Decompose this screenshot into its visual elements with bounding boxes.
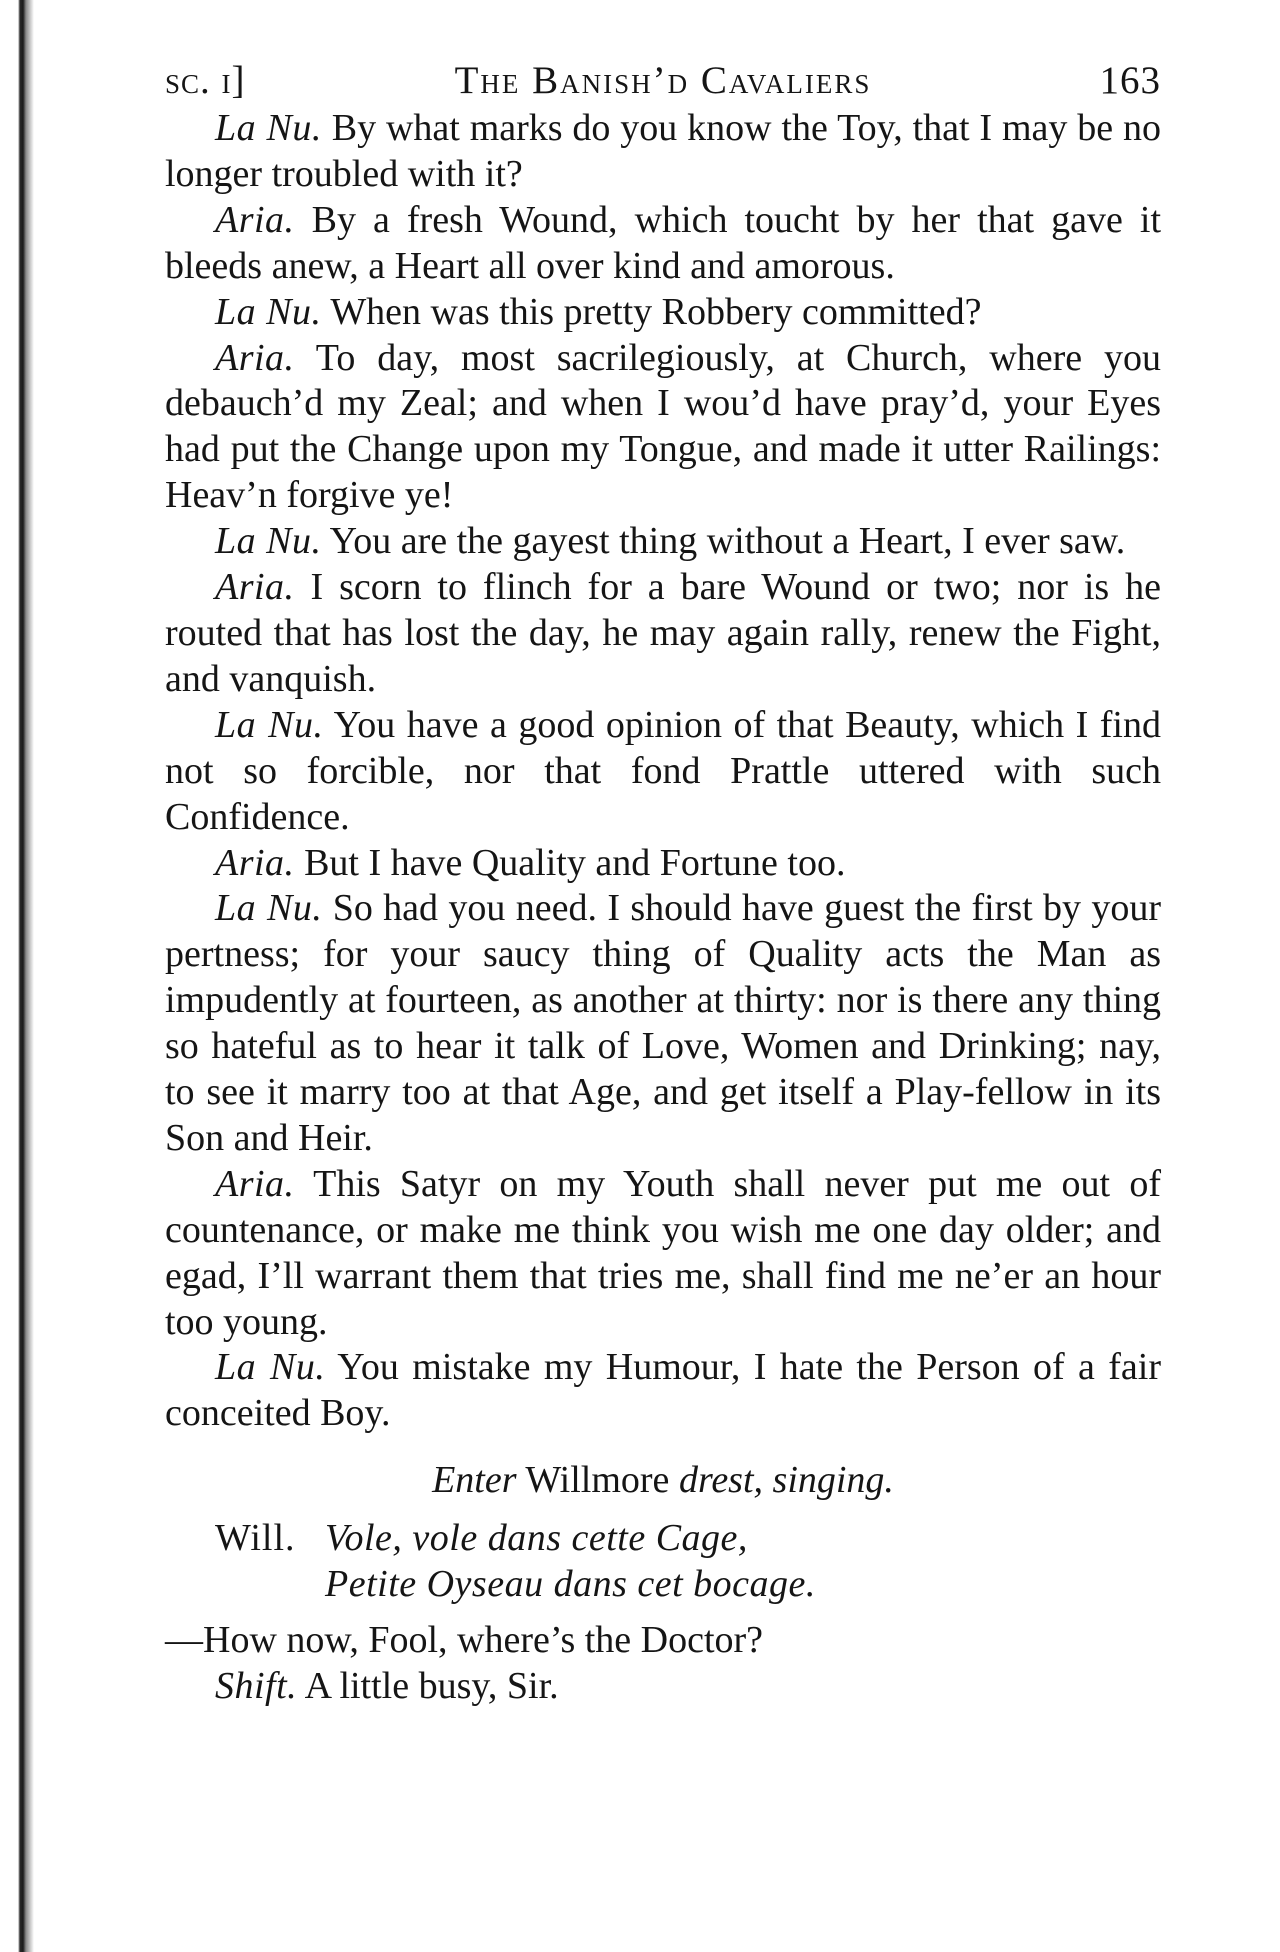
speaker-name: La Nu. [215, 1346, 326, 1389]
speech-text: A little busy, Sir. [304, 1665, 559, 1708]
stage-action: drest, singing. [678, 1459, 894, 1502]
speaker-name: La Nu. [215, 887, 323, 930]
speech [165, 886, 1161, 1161]
speech-text: By a fresh Wound, which toucht by her that gave it bleeds anew, a Heart all over kind and amorous. [165, 198, 1162, 287]
speaker-name: Shift. [215, 1665, 298, 1708]
speech-text: This Satyr on my Youth shall never put me out of countenance, or make me think you wish me one day older; and egad, I’ll warrant them that tries me, shall find me ne’er an hour too young. [165, 1162, 1161, 1343]
song-block [165, 1515, 1161, 1607]
scene-reference: sc. i] [165, 59, 246, 102]
speech [165, 519, 1161, 565]
running-head [165, 56, 1161, 106]
speaker-name: Aria. [215, 566, 295, 609]
speech [165, 841, 1161, 887]
song-line: Vole, vole dans cette Cage, [325, 1517, 748, 1560]
speech-text: By what marks do you know the Toy, that I may be no longer troubled with it? [165, 107, 1161, 195]
speech-text: But I have Quality and Fortune too. [304, 841, 846, 884]
book-binding-edge [0, 0, 46, 1952]
song-speaker: Will. [215, 1517, 296, 1560]
stage-enter: Enter [432, 1459, 517, 1502]
speech-continuation: —How now, Fool, where’s the Doctor? [165, 1619, 764, 1662]
book-page [165, 56, 1161, 1709]
after-song-block [165, 1617, 1161, 1709]
stage-character: Willmore [525, 1459, 670, 1502]
speech [165, 1345, 1161, 1437]
speech [165, 106, 1161, 198]
speech [165, 336, 1161, 520]
speech [165, 198, 1161, 290]
speaker-name: Aria. [215, 1162, 295, 1205]
stage-direction [165, 1457, 1161, 1503]
speech-text: You have a good opinion of that Beauty, which I find not so forcible, nor that fond Prattle uttered with such Confidence. [165, 703, 1161, 838]
speech [165, 703, 1161, 841]
dialogue-block [165, 106, 1161, 1437]
page-number: 163 [1099, 59, 1161, 102]
speech [165, 1663, 1161, 1709]
song-line: Petite Oyseau dans cet bocage. [325, 1563, 816, 1606]
speech-text: When was this pretty Robbery committed? [330, 290, 982, 333]
speaker-name: La Nu. [215, 290, 322, 333]
speech [165, 1162, 1161, 1346]
speech [165, 565, 1161, 703]
speech-text: To day, most sacrilegiously, at Church, where you debauch’d my Zeal; and when I wou’d have pray’d, your Eyes had put the Change upon my Tongue, and made it utter Railings: Heav’n forgive ye! [165, 336, 1161, 517]
speaker-name: Aria. [215, 841, 295, 884]
speech [165, 290, 1161, 336]
song-row [165, 1515, 1161, 1561]
speaker-name: Aria. [215, 336, 295, 379]
speaker-name: Aria. [215, 198, 295, 241]
speaker-name: La Nu. [215, 107, 322, 149]
speaker-name: La Nu. [215, 703, 324, 746]
speech-text: I scorn to flinch for a bare Wound or two; nor is he routed that has lost the day, he may again rally, renew the Fight, and vanquish. [165, 566, 1162, 700]
speech-text: You are the gayest thing without a Heart, I ever saw. [329, 520, 1126, 563]
speech-text: You mistake my Humour, I hate the Person of a fair conceited Boy. [165, 1346, 1161, 1435]
running-title: The Banish’d Cavaliers [454, 59, 872, 102]
song-row [165, 1561, 1161, 1607]
speech-text: So had you need. I should have guest the first by your pertness; for your saucy thing of Quality acts the Man as impudently at fourteen, as another at thirty: nor is there any thing so hateful as to hear it talk of Love, Women and Drinking; nay, to see it marry too at that Age, and get itself a Play-fellow in its Son and Heir. [165, 887, 1162, 1159]
speaker-name: La Nu. [215, 520, 322, 563]
